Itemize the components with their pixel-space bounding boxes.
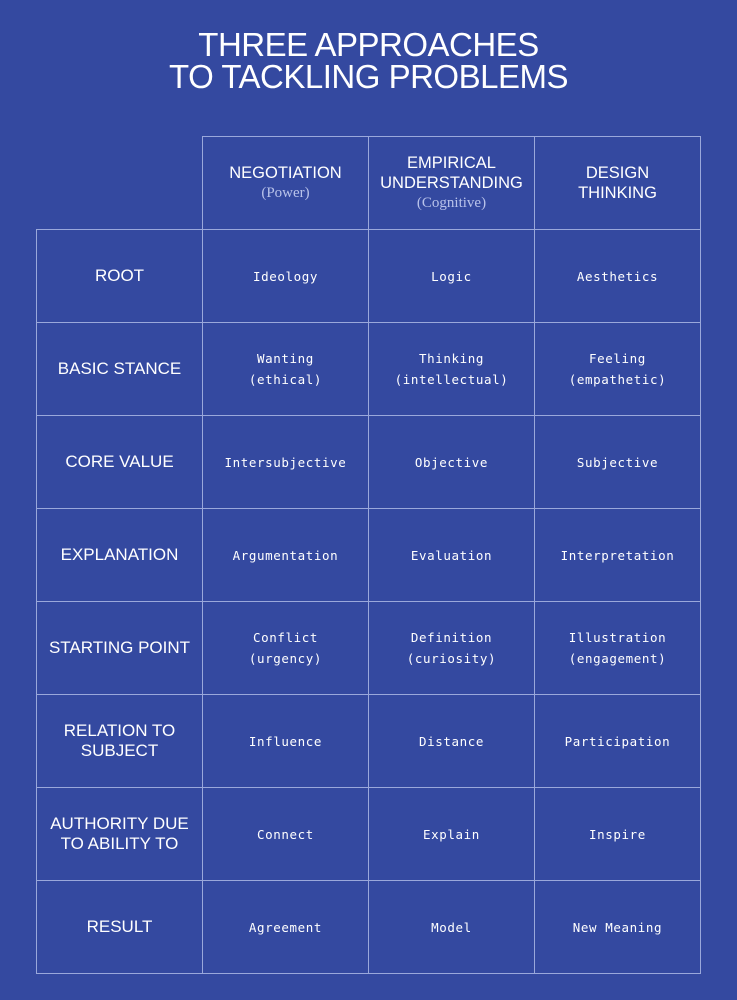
column-header-title: EMPIRICAL UNDERSTANDING	[380, 154, 523, 192]
table-row	[37, 881, 701, 974]
table-row	[37, 788, 701, 881]
table-cell	[203, 695, 369, 788]
row-label: AUTHORITY DUE TO ABILITY TO	[50, 814, 189, 853]
row-label-cell	[37, 602, 203, 695]
table-cell	[203, 509, 369, 602]
cell-text: Agreement	[248, 919, 323, 935]
row-label: ROOT	[94, 266, 145, 285]
table-row	[37, 695, 701, 788]
cell-text: Inspire	[589, 826, 646, 842]
table-cell	[535, 695, 701, 788]
column-header-design-thinking	[535, 137, 701, 230]
row-label-cell	[37, 416, 203, 509]
cell-text: Wanting (ethical)	[248, 351, 323, 387]
cell-text: Logic	[431, 268, 472, 284]
comparison-table	[36, 136, 701, 974]
row-label-cell	[37, 695, 203, 788]
table-cell	[203, 323, 369, 416]
table-cell	[203, 602, 369, 695]
table-cell	[369, 416, 535, 509]
column-header-subtitle: (Cognitive)	[416, 195, 487, 211]
table-cell	[203, 881, 369, 974]
cell-text: Distance	[418, 733, 484, 749]
column-header-subtitle: (Power)	[261, 185, 310, 201]
cell-text: Interpretation	[560, 547, 675, 563]
cell-text: Conflict (urgency)	[248, 630, 323, 666]
cell-text: Model	[431, 919, 472, 935]
row-label: RELATION TO SUBJECT	[63, 721, 176, 760]
corner-cell	[37, 137, 203, 230]
table-row	[37, 602, 701, 695]
row-label: STARTING POINT	[48, 638, 191, 657]
cell-text: Argumentation	[232, 547, 339, 563]
cell-text: Subjective	[576, 454, 659, 470]
row-label-cell	[37, 323, 203, 416]
table-cell	[535, 881, 701, 974]
cell-text: Objective	[414, 454, 489, 470]
table-row	[37, 230, 701, 323]
table-cell	[203, 788, 369, 881]
table-cell	[369, 323, 535, 416]
row-label-cell	[37, 881, 203, 974]
row-label-cell	[37, 509, 203, 602]
table-cell	[369, 881, 535, 974]
title-line-1: THREE APPROACHES	[198, 26, 539, 63]
cell-text: Participation	[564, 733, 671, 749]
table-cell	[369, 695, 535, 788]
cell-text: Feeling (empathetic)	[568, 351, 667, 387]
cell-text: Aesthetics	[576, 268, 659, 284]
title-line-2: TO TACKLING PROBLEMS	[169, 58, 568, 95]
table-cell	[535, 509, 701, 602]
cell-text: Ideology	[252, 268, 318, 284]
column-header-empirical-understanding	[369, 137, 535, 230]
table-cell	[535, 788, 701, 881]
table-cell	[535, 602, 701, 695]
cell-text: Connect	[257, 826, 314, 842]
cell-text: Intersubjective	[224, 454, 347, 470]
table-cell	[535, 323, 701, 416]
table-cell	[369, 230, 535, 323]
row-label: EXPLANATION	[60, 545, 179, 564]
cell-text: Illustration (engagement)	[568, 630, 667, 666]
row-label: BASIC STANCE	[57, 359, 182, 378]
table-row	[37, 509, 701, 602]
header-row	[37, 137, 701, 230]
cell-text: New Meaning	[572, 919, 663, 935]
table-cell	[535, 416, 701, 509]
table-row	[37, 416, 701, 509]
table-cell	[369, 602, 535, 695]
cell-text: Thinking (intellectual)	[394, 351, 509, 387]
column-header-negotiation	[203, 137, 369, 230]
cell-text: Definition (curiosity)	[406, 630, 497, 666]
row-label-cell	[37, 788, 203, 881]
page-title	[0, 26, 737, 95]
cell-text: Influence	[248, 733, 323, 749]
cell-text: Evaluation	[410, 547, 493, 563]
table-cell	[369, 509, 535, 602]
row-label: RESULT	[86, 917, 153, 936]
table-cell	[203, 416, 369, 509]
table-cell	[203, 230, 369, 323]
cell-text: Explain	[423, 826, 480, 842]
column-header-title: DESIGN THINKING	[578, 164, 657, 202]
table-cell	[369, 788, 535, 881]
table-row	[37, 323, 701, 416]
row-label-cell	[37, 230, 203, 323]
column-header-title: NEGOTIATION	[229, 164, 342, 182]
row-label: CORE VALUE	[65, 452, 174, 471]
table-cell	[535, 230, 701, 323]
